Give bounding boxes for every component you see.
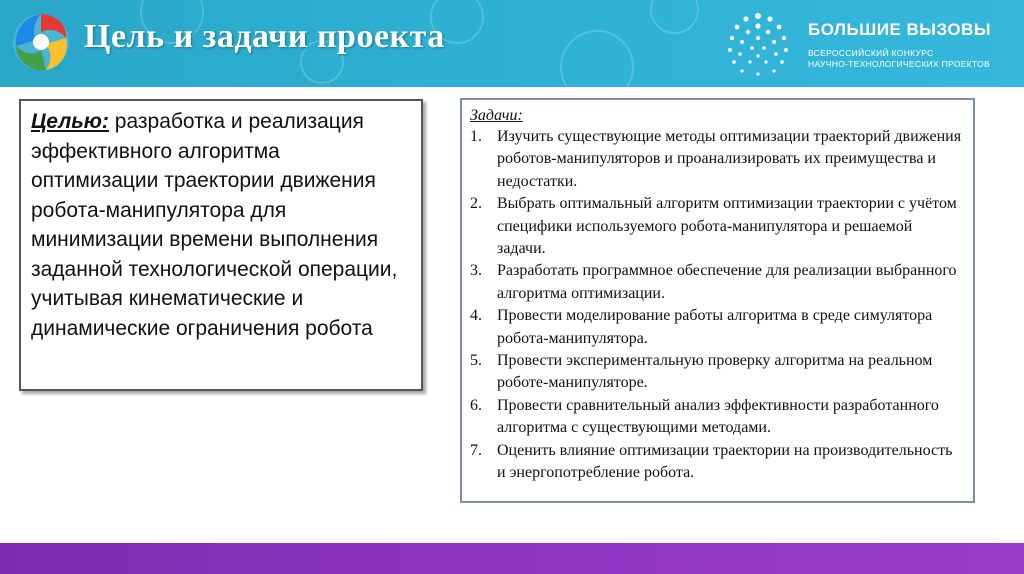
- task-text: Оценить влияние оптимизации траектории на производительность и энергопотребление робота.: [497, 441, 953, 482]
- brand-subtitle: ВСЕРОССИЙСКИЙ КОНКУРС: [808, 48, 934, 58]
- task-number: 1.: [470, 128, 482, 145]
- tasks-box: [460, 98, 975, 503]
- task-item: [470, 126, 963, 193]
- task-text: Разработать программное обеспечение для реализации выбранного алгоритма оптимизации.: [497, 262, 957, 302]
- task-number: 4.: [470, 307, 482, 325]
- goal-description: разработка и реализация эффективного алгоритма оптимизации траектории движения робота-манипулятора для минимизации времени выполнения заданной технологической операции, учитывая кинематические и динамические ограничения робота: [31, 110, 398, 340]
- sirius-logo-icon: [10, 8, 72, 76]
- task-text: Выбрать оптимальный алгоритм оптимизации траектории с учётом специфики используемого робота-манипулятора и решаемой задачи.: [497, 195, 957, 258]
- background-doodle: [650, 0, 699, 34]
- task-number: 7.: [470, 441, 482, 459]
- header-banner: [0, 0, 1024, 87]
- task-item: [470, 395, 963, 440]
- goal-label: Целью:: [31, 110, 109, 133]
- footer-bar: [0, 543, 1024, 574]
- task-number: 6.: [470, 396, 482, 414]
- task-text: Изучить существующие методы оптимизации траекторий движения роботов-манипуляторов и проанализировать их преимущества и недостатки.: [497, 128, 962, 190]
- task-text: Провести сравнительный анализ эффективности разработанного алгоритма с существующими методами.: [497, 396, 939, 437]
- task-number: 2.: [470, 195, 482, 213]
- task-number: 3.: [470, 262, 482, 280]
- page-title: Цель и задачи проекта: [84, 18, 445, 55]
- brand-subtitle: НАУЧНО-ТЕХНОЛОГИЧЕСКИХ ПРОЕКТОВ: [808, 59, 990, 69]
- task-text: Провести моделирование работы алгоритма в среде симулятора робота-манипулятора.: [497, 307, 933, 347]
- background-doodle: [560, 30, 634, 87]
- goal-box: [19, 99, 423, 391]
- task-item: [470, 350, 963, 395]
- task-text: Провести экспериментальную проверку алгоритма на реальном роботе-манипуляторе.: [497, 352, 933, 392]
- goal-text: [31, 107, 413, 343]
- task-item: [470, 440, 963, 485]
- task-item: [470, 260, 963, 305]
- brand-dots-logo-icon: [718, 10, 798, 80]
- task-item: [470, 193, 963, 260]
- task-number: 5.: [470, 352, 482, 370]
- tasks-title: Задачи:: [470, 107, 523, 124]
- brand-name: БОЛЬШИЕ ВЫЗОВЫ: [808, 20, 992, 39]
- task-item: [470, 305, 963, 350]
